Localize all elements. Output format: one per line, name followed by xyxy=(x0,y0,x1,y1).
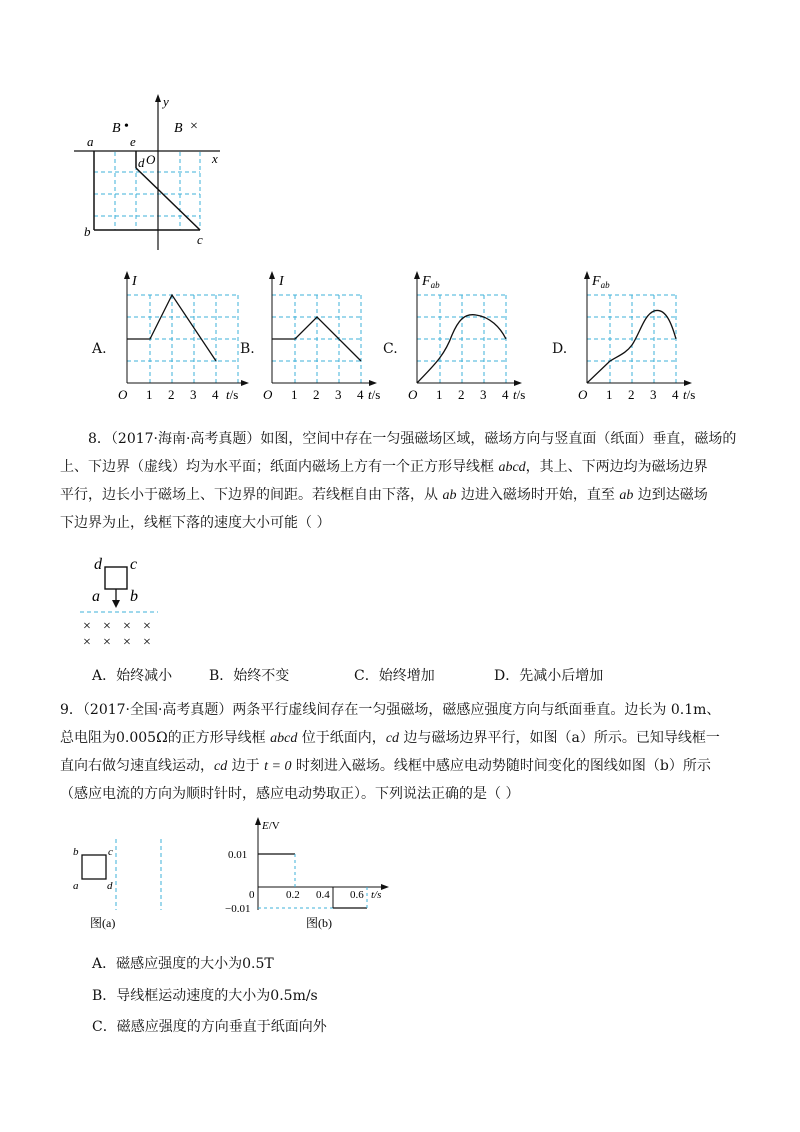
svg-text:2: 2 xyxy=(313,387,320,402)
q8-figure xyxy=(80,550,180,650)
svg-text:−0.01: −0.01 xyxy=(225,903,251,915)
q8-option-c[interactable]: C．始终增加 xyxy=(354,668,435,684)
option-d-graph[interactable] xyxy=(570,265,710,410)
point-d: d xyxy=(138,155,145,170)
point-c: c xyxy=(197,232,203,247)
svg-text:3: 3 xyxy=(190,387,197,402)
q9-option-c[interactable]: C．磁感应强度的方向垂直于纸面向外 xyxy=(92,1019,327,1035)
q8-line-2: 上、下边界（虚线）均为水平面；纸面内磁场上方有一个正方形导线框 abcd，其上、下两边均为磁场边界 xyxy=(60,459,708,475)
q8-line-4: 下边界为止，线框下落的速度大小可能（ ） xyxy=(60,515,331,531)
svg-text:4: 4 xyxy=(502,387,509,402)
q9-line-4: （感应电流的方向为顺时针时，感应电动势取正）。下列说法正确的是（ ） xyxy=(60,786,520,802)
q8-line-3: 平行，边长小于磁场上、下边界的间距。若线框自由下落，从 ab 边进入磁场时开始，直至 ab 边到达磁场 xyxy=(60,487,708,503)
svg-text:c: c xyxy=(108,846,113,858)
svg-text:t/s: t/s xyxy=(683,387,696,402)
svg-text:4: 4 xyxy=(212,387,219,402)
svg-text:b: b xyxy=(73,846,79,858)
q9-line-3: 直向右做匀速直线运动，cd 边于 t = 0 时刻进入磁场。线框中感应电动势随时间变化的图线如图（b）所示 xyxy=(60,758,711,774)
svg-text:I: I xyxy=(132,274,137,289)
svg-text:t/s: t/s xyxy=(371,889,382,901)
svg-text:t/s: t/s xyxy=(513,387,526,402)
svg-text:Fab: $F_{ab}$ xyxy=(592,274,610,290)
option-c-letter[interactable]: C. xyxy=(383,341,398,357)
svg-text:1: 1 xyxy=(291,387,298,402)
svg-text:4: 4 xyxy=(672,387,679,402)
svg-text:0.6: 0.6 xyxy=(350,889,364,901)
svg-text:E/V: E/V xyxy=(262,820,280,832)
q9-line-2: 总电阻为0.005Ω的正方形导线框 abcd 位于纸面内，cd 边与磁场边界平行，如图（a）所示。已知导线框一 xyxy=(60,730,720,746)
option-d-letter[interactable]: D. xyxy=(552,341,568,357)
svg-text:I: I xyxy=(279,274,284,289)
svg-text:3: 3 xyxy=(480,387,487,402)
q8-option-a[interactable]: A．始终减小 xyxy=(92,668,173,684)
svg-text:O: O xyxy=(118,387,128,402)
svg-text:a: a xyxy=(92,588,100,605)
svg-text:Fab: $F_{ab}$ xyxy=(422,274,440,290)
dot-symbol: • xyxy=(124,119,129,134)
point-b: b xyxy=(84,224,91,239)
svg-text:×: × xyxy=(123,619,131,634)
q9-option-b[interactable]: B．导线框运动速度的大小为0.5m/s xyxy=(92,988,318,1004)
svg-text:b: b xyxy=(130,588,138,605)
q9-line-1: 9．（2017·全国·高考真题）两条平行虚线间存在一匀强磁场，磁感应强度方向与纸面垂直。边长为 0.1m、 xyxy=(60,702,721,718)
y-axis-label: y xyxy=(163,94,169,109)
option-a-letter[interactable]: A. xyxy=(92,341,107,357)
svg-text:2: 2 xyxy=(458,387,465,402)
svg-text:O: O xyxy=(408,387,418,402)
q9-figure-b xyxy=(222,815,402,935)
svg-text:a: a xyxy=(73,880,79,892)
svg-text:t/s: t/s xyxy=(368,387,381,402)
b-field-out: B xyxy=(112,121,121,136)
svg-text:×: × xyxy=(103,619,111,634)
svg-text:2: 2 xyxy=(628,387,635,402)
option-b-graph[interactable] xyxy=(255,265,395,410)
svg-text:×: × xyxy=(103,635,111,650)
svg-text:4: 4 xyxy=(357,387,364,402)
svg-text:d: d xyxy=(94,556,102,573)
svg-text:1: 1 xyxy=(146,387,153,402)
svg-text:d: d xyxy=(107,880,113,892)
svg-text:0: 0 xyxy=(249,889,255,901)
svg-text:0.01: 0.01 xyxy=(228,849,248,861)
svg-text:O: O xyxy=(578,387,588,402)
svg-text:×: × xyxy=(143,635,151,650)
option-a-graph[interactable] xyxy=(110,265,250,410)
svg-text:×: × xyxy=(83,619,91,634)
point-e: e xyxy=(130,134,136,149)
svg-text:图(b): 图(b) xyxy=(306,916,332,930)
svg-text:3: 3 xyxy=(335,387,342,402)
b-field-in: B xyxy=(174,121,183,136)
q9-figure-a xyxy=(68,835,178,935)
origin-label: O xyxy=(146,152,156,167)
svg-text:0.2: 0.2 xyxy=(286,889,300,901)
q8-option-d[interactable]: D．先减小后增加 xyxy=(494,668,604,684)
svg-text:3: 3 xyxy=(650,387,657,402)
svg-text:×: × xyxy=(123,635,131,650)
x-axis-label: x xyxy=(212,151,218,166)
svg-text:c: c xyxy=(130,556,138,573)
point-a: a xyxy=(87,134,94,149)
cross-symbol: × xyxy=(190,119,198,134)
svg-text:2: 2 xyxy=(168,387,175,402)
svg-text:0.4: 0.4 xyxy=(316,889,330,901)
svg-text:1: 1 xyxy=(436,387,443,402)
option-c-graph[interactable] xyxy=(400,265,540,410)
svg-text:×: × xyxy=(143,619,151,634)
q9-option-a[interactable]: A．磁感应强度的大小为0.5T xyxy=(92,956,274,972)
q7-options xyxy=(0,265,800,415)
svg-text:×: × xyxy=(83,635,91,650)
option-b-letter[interactable]: B. xyxy=(240,341,255,357)
q8-line-1: 8．（2017·海南·高考真题）如图，空间中存在一匀强磁场区域，磁场方向与竖直面（纸面）垂直，磁场的 xyxy=(88,431,737,447)
svg-text:图(a): 图(a) xyxy=(90,916,116,930)
svg-text:O: O xyxy=(263,387,273,402)
q8-option-b[interactable]: B．始终不变 xyxy=(209,668,290,684)
svg-text:1: 1 xyxy=(606,387,613,402)
q7-main-figure xyxy=(60,90,240,255)
svg-text:t/s: t/s xyxy=(226,387,239,402)
